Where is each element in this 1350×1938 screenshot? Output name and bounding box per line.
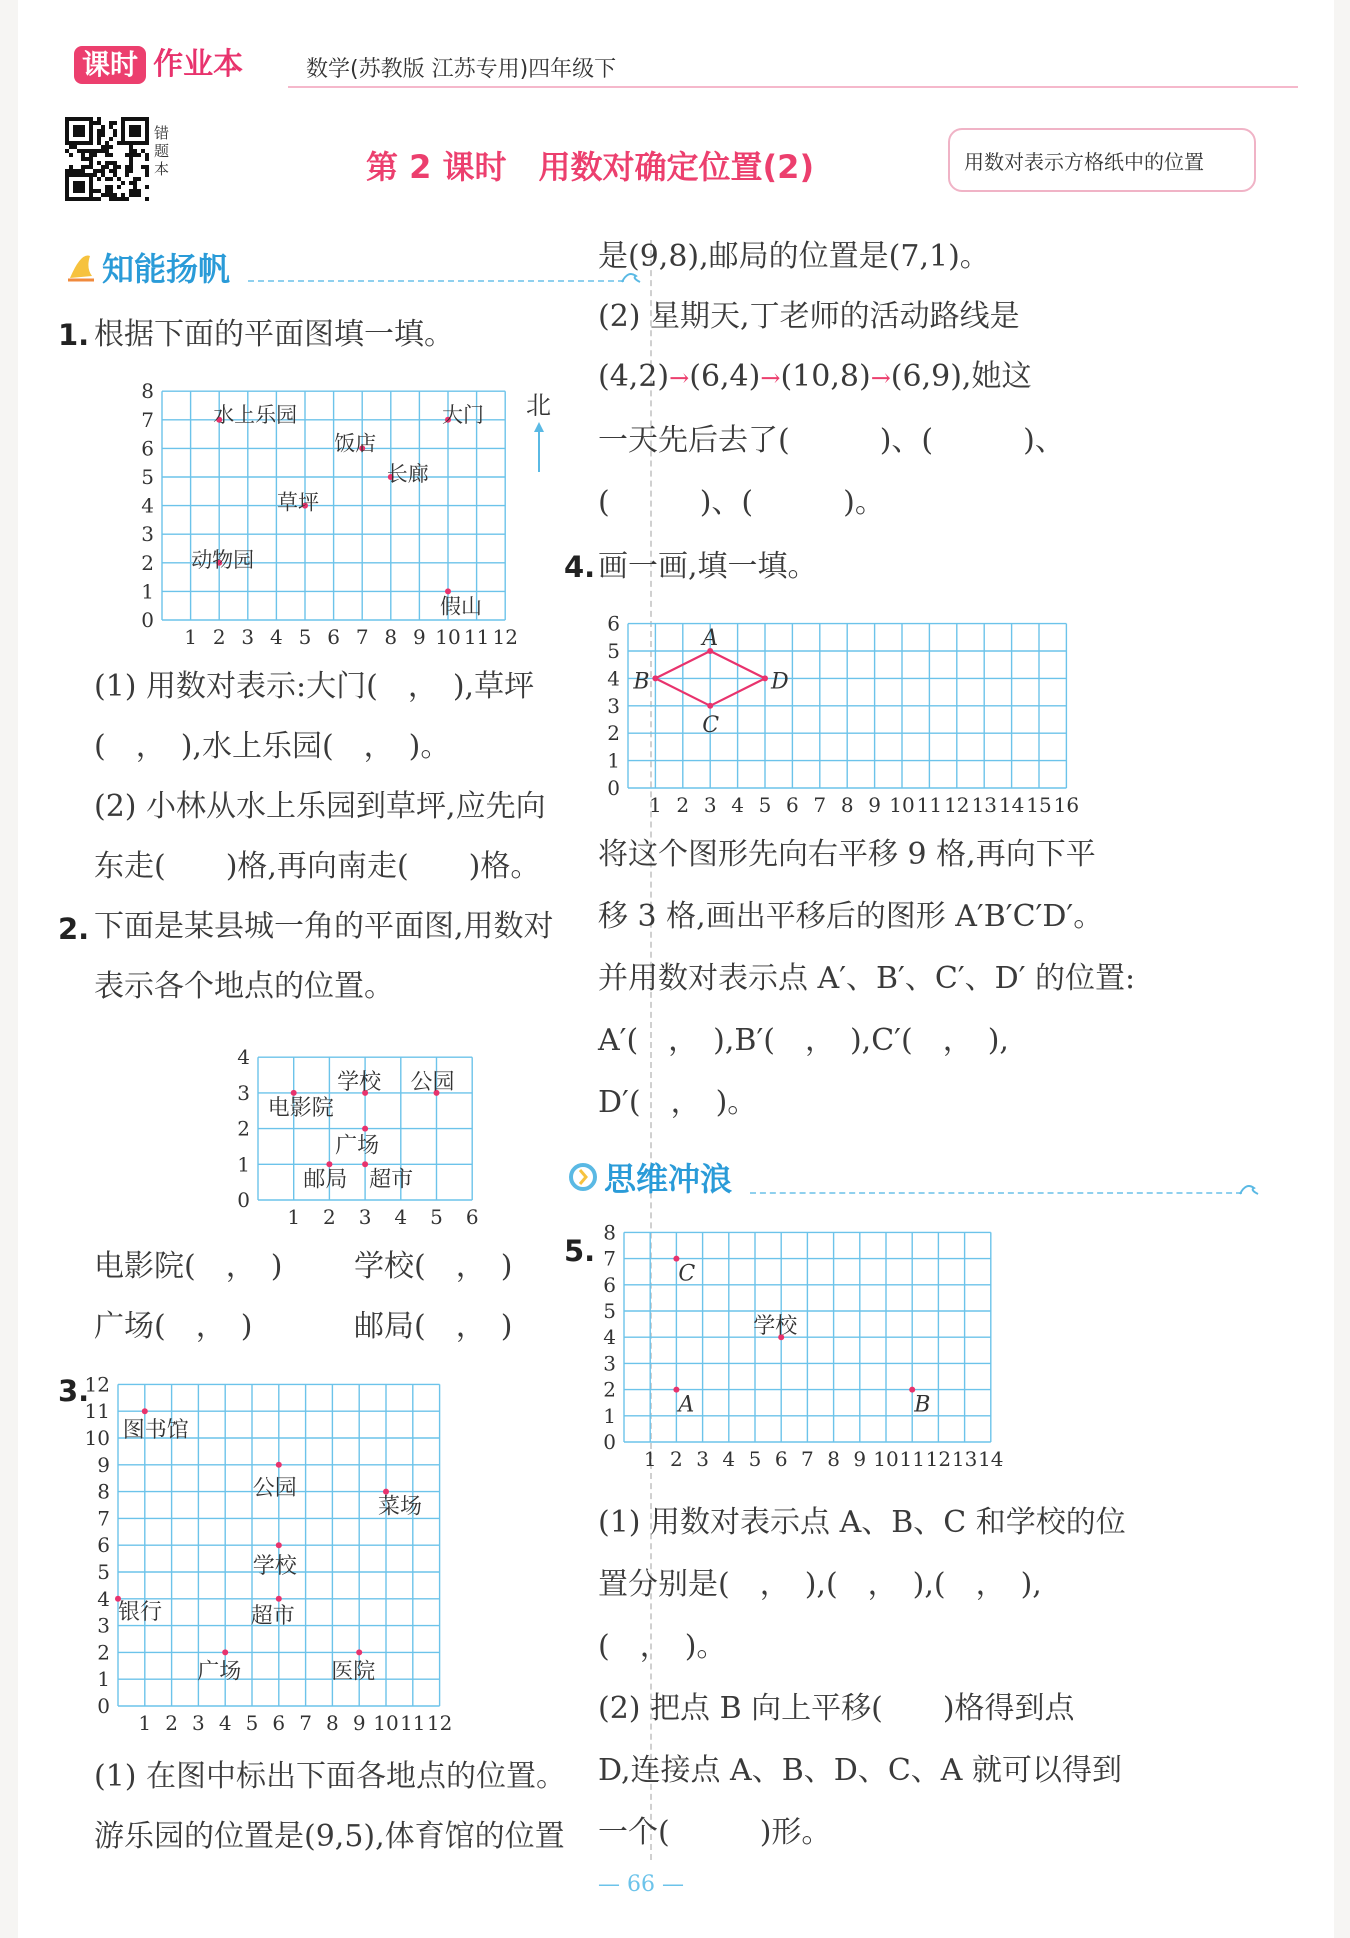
y-tick-label: 6 [607,611,620,636]
x-tick-label: 6 [465,1205,479,1229]
y-tick-label: 0 [237,1188,250,1212]
x-tick-label: 4 [394,1205,408,1229]
point-D [762,675,768,681]
point-label: 饭店 [334,431,377,456]
x-tick-label: 6 [272,1711,286,1735]
y-tick-label: 2 [141,550,154,575]
lesson-title: 第 2 课时 用数对确定位置(2) [366,148,815,186]
y-tick-label: 6 [141,436,154,461]
x-tick-label: 6 [774,1447,788,1471]
q4-grid [600,608,1080,818]
x-tick-label: 12 [944,793,970,817]
x-tick-label: 4 [218,1711,232,1735]
x-tick-label: 3 [696,1447,709,1471]
x-tick-label: 16 [1053,793,1080,817]
point-C [707,703,713,709]
x-tick-label: 9 [868,793,881,817]
point-label: 邮局 [303,1167,348,1193]
q3-route [598,356,1031,399]
x-tick-label: 8 [827,1447,840,1471]
y-tick-label: 1 [237,1152,250,1177]
y-tick-label: 1 [607,748,620,773]
y-tick-label: 4 [97,1586,110,1611]
route-point-4: (6,9) [890,359,962,394]
x-tick-label: 8 [326,1711,339,1735]
x-tick-label: 15 [1026,793,1052,817]
y-tick-label: 12 [84,1372,110,1397]
x-tick-label: 9 [853,1447,867,1471]
point-图书馆 [142,1408,148,1414]
y-tick-label: 8 [141,379,154,404]
q5-line-6: 一个( )形。 [598,1815,832,1850]
y-tick-label: 6 [97,1533,110,1558]
x-tick-label: 1 [643,1447,657,1471]
y-tick-label: 1 [603,1403,616,1428]
q5-line-1: (1) 用数对表示点 A、B、C 和学校的位 [598,1505,1126,1540]
x-tick-label: 10 [435,625,461,649]
q2-answer-square: 广场( ， ) [94,1309,253,1344]
point-label: 大门 [442,402,484,427]
x-tick-label: 12 [426,1711,453,1735]
y-tick-label: 0 [607,776,620,800]
point-公园 [276,1462,282,1468]
page [18,0,1334,1938]
x-tick-label: 13 [951,1447,978,1471]
route-point-1: (4,2) [598,359,670,394]
y-tick-label: 3 [97,1613,110,1638]
y-tick-label: 1 [141,579,154,604]
x-tick-label: 7 [299,1711,312,1735]
point-label: 学校 [337,1069,382,1095]
point-超市 [362,1161,368,1167]
y-tick-label: 3 [237,1080,250,1105]
x-tick-label: 11 [899,1447,925,1471]
y-tick-label: 0 [603,1430,616,1454]
topic-tag-text: 用数对表示方格纸中的位置 [964,150,1204,174]
x-tick-label: 14 [978,1447,1004,1471]
x-tick-label: 5 [758,793,772,817]
x-tick-label: 11 [916,793,943,817]
y-tick-label: 2 [607,721,620,746]
q2-line-2: 表示各个地点的位置。 [94,969,394,1004]
logo [74,46,243,86]
point-label: 广场 [335,1133,380,1159]
x-tick-label: 6 [327,625,340,649]
x-tick-label: 14 [998,793,1025,817]
point-超市 [276,1596,282,1602]
q3-line-6: 一天先后去了( )、( )、 [598,423,1065,458]
y-tick-label: 2 [603,1377,616,1402]
q2-line-1: 下面是某县城一角的平面图,用数对 [94,909,554,944]
x-tick-label: 5 [245,1711,259,1735]
point-label: A [702,626,719,651]
point-label: 银行 [118,1599,163,1625]
q3-number: 3. [58,1374,90,1408]
route-arrow-icon: → [870,364,891,392]
q4-stem: 画一画,填一填。 [598,549,818,584]
x-tick-label: 1 [184,625,197,649]
x-tick-label: 10 [873,1447,899,1471]
point-label: B [914,1392,931,1418]
x-tick-label: 7 [813,793,827,817]
qr-code [64,116,150,202]
q5-line-2: 置分别是( ， ),( ， ),( ， ), [598,1567,1042,1602]
y-tick-label: 9 [97,1452,110,1477]
q3-line-3: 是(9,8),邮局的位置是(7,1)。 [598,239,990,274]
point-广场 [222,1649,228,1655]
topic-tag [948,128,1256,192]
y-tick-label: 3 [603,1351,616,1376]
point-label: 公园 [410,1069,455,1095]
x-tick-label: 3 [358,1205,372,1229]
q1-line-2: ( ， ),水上乐园( ， )。 [94,729,451,764]
page-number: — 66 — [598,1872,684,1897]
point-label: 水上乐园 [213,402,298,427]
x-tick-label: 12 [492,625,518,649]
point-label: 学校 [753,1314,798,1340]
section-header-1 [58,244,638,288]
q4-number: 4. [564,550,596,584]
point-label: 超市 [250,1603,295,1629]
point-label: C [702,712,720,738]
q1-line-4: 东走( )格,再向南走( )格。 [94,849,541,884]
q3-line-7: ( )、( )。 [598,485,885,520]
x-tick-label: 4 [731,793,744,817]
x-tick-label: 10 [889,793,915,817]
point-label: 动物园 [191,547,255,572]
point-label: D [771,669,789,695]
y-tick-label: 5 [603,1299,616,1323]
y-tick-label: 4 [607,666,620,691]
point-label: 图书馆 [122,1418,189,1444]
x-tick-label: 9 [413,625,426,649]
x-tick-label: 13 [971,793,997,817]
x-tick-label: 11 [400,1711,426,1735]
x-tick-label: 11 [463,625,490,649]
point-label: 广场 [197,1659,242,1685]
logo-badge: 课时 [74,46,146,84]
y-tick-label: 0 [141,608,154,632]
x-tick-label: 7 [355,625,369,649]
point-label: 菜场 [378,1494,423,1520]
x-tick-label: 3 [241,625,255,649]
section-rule-1 [248,280,624,282]
y-tick-label: 5 [141,465,154,489]
sail-icon [64,250,98,288]
point-label: 超市 [369,1167,414,1193]
q1-number: 1. [58,318,90,352]
x-tick-label: 4 [270,625,283,649]
y-tick-label: 7 [97,1506,110,1531]
y-tick-label: 4 [237,1045,250,1070]
q3-grid [84,1372,502,1738]
q4-line-5: D′( ， )。 [598,1085,758,1120]
q2-answer-postoffice: 邮局( ， ) [354,1309,513,1344]
section-title-1: 知能扬帆 [102,250,231,288]
x-tick-label: 5 [430,1205,443,1229]
section-header-2 [564,1154,1264,1198]
y-tick-label: 5 [607,639,620,663]
point-label: 医院 [331,1659,376,1685]
route-point-3: (10,8) [780,359,871,394]
point-label: 学校 [252,1554,297,1580]
q5-line-3: ( ， )。 [598,1629,727,1664]
point-label: 假山 [440,594,482,619]
x-tick-label: 2 [323,1205,336,1229]
point-label: 公园 [252,1475,297,1501]
logo-text: 作业本 [153,47,244,82]
q5-grid [594,1220,1004,1472]
x-tick-label: 3 [192,1711,205,1735]
point-label: 草坪 [277,490,319,515]
x-tick-label: 2 [670,1447,683,1471]
x-tick-label: 2 [165,1711,178,1735]
point-label: 电影院 [267,1095,334,1121]
y-tick-label: 7 [141,407,154,432]
q5-line-5: D,连接点 A、B、D、C、A 就可以得到 [598,1753,1122,1788]
x-tick-label: 7 [801,1447,814,1471]
point-医院 [356,1649,362,1655]
q2-answer-cinema: 电影院( ， ) [94,1249,283,1284]
book-subtitle: 数学(苏教版 江苏专用)四年级下 [306,57,617,82]
x-tick-label: 4 [722,1447,736,1471]
route-tail: ,她这 [961,359,1032,394]
point-label: B [633,669,650,695]
x-tick-label: 9 [352,1711,366,1735]
q4-line-4: A′( ， ),B′( ， ),C′( ， ), [598,1023,1009,1058]
section-title-2: 思维冲浪 [604,1160,733,1198]
x-tick-label: 1 [138,1711,152,1735]
y-tick-label: 4 [141,493,154,518]
x-tick-label: 8 [840,793,854,817]
section-rule-2 [750,1192,1242,1194]
y-tick-label: 2 [97,1640,110,1665]
y-tick-label: 5 [97,1560,110,1584]
q3-line-2: 游乐园的位置是(9,5),体育馆的位置 [94,1819,565,1854]
point-label: A [678,1392,695,1418]
y-tick-label: 10 [84,1426,110,1450]
x-tick-label: 2 [676,793,690,817]
route-point-2: (6,4) [689,359,761,394]
qr-label: 错题本 [154,124,170,178]
y-tick-label: 0 [97,1694,110,1718]
q5-line-4: (2) 把点 B 向上平移( )格得到点 [598,1691,1075,1726]
q4-line-3: 并用数对表示点 A′、B′、C′、D′ 的位置: [598,961,1136,996]
y-tick-label: 3 [607,693,620,718]
y-tick-label: 4 [603,1325,616,1350]
x-tick-label: 3 [703,793,717,817]
q3-line-1: (1) 在图中标出下面各地点的位置。 [94,1759,567,1794]
q4-line-1: 将这个图形先向右平移 9 格,再向下平 [598,837,1096,872]
y-tick-label: 11 [84,1399,110,1424]
y-tick-label: 1 [97,1667,110,1692]
y-tick-label: 8 [97,1479,110,1504]
x-tick-label: 10 [373,1711,399,1735]
y-tick-label: 7 [603,1246,616,1271]
x-tick-label: 2 [212,625,226,649]
x-tick-label: 1 [649,793,662,817]
q2-grid [230,1032,510,1232]
route-arrow-icon: → [669,364,690,392]
point-B [652,675,658,681]
route-arrow-icon: → [760,364,781,392]
north-label: 北 [526,391,552,420]
swirl-icon [566,1160,600,1198]
point-label: 长廊 [386,462,429,486]
q4-line-2: 移 3 格,画出平移后的图形 A′B′C′D′。 [598,899,1104,934]
top-rule [288,86,1298,88]
q1-line-3: (2) 小林从水上乐园到草坪,应先向 [94,789,546,824]
point-学校 [276,1542,282,1548]
y-tick-label: 2 [237,1116,250,1141]
x-tick-label: 8 [384,625,398,649]
north-arrow-icon [532,420,546,474]
y-tick-label: 6 [603,1272,616,1297]
y-tick-label: 3 [141,522,154,547]
y-tick-label: 8 [603,1220,616,1245]
point-广场 [362,1126,368,1132]
x-tick-label: 5 [298,625,312,649]
q2-answer-school: 学校( ， ) [354,1249,513,1284]
wave-icon [1238,1180,1260,1202]
q1-stem: 根据下面的平面图填一填。 [94,317,454,352]
x-tick-label: 5 [748,1447,762,1471]
q5-number: 5. [564,1234,596,1268]
point-label: C [678,1261,696,1287]
q1-grid [128,380,568,650]
q3-line-4: (2) 星期天,丁老师的活动路线是 [598,299,1020,334]
q1-line-1: (1) 用数对表示:大门( ， ),草坪 [94,669,535,704]
x-tick-label: 1 [287,1205,301,1229]
x-tick-label: 12 [925,1447,952,1471]
q2-number: 2. [58,912,90,946]
x-tick-label: 6 [786,793,799,817]
